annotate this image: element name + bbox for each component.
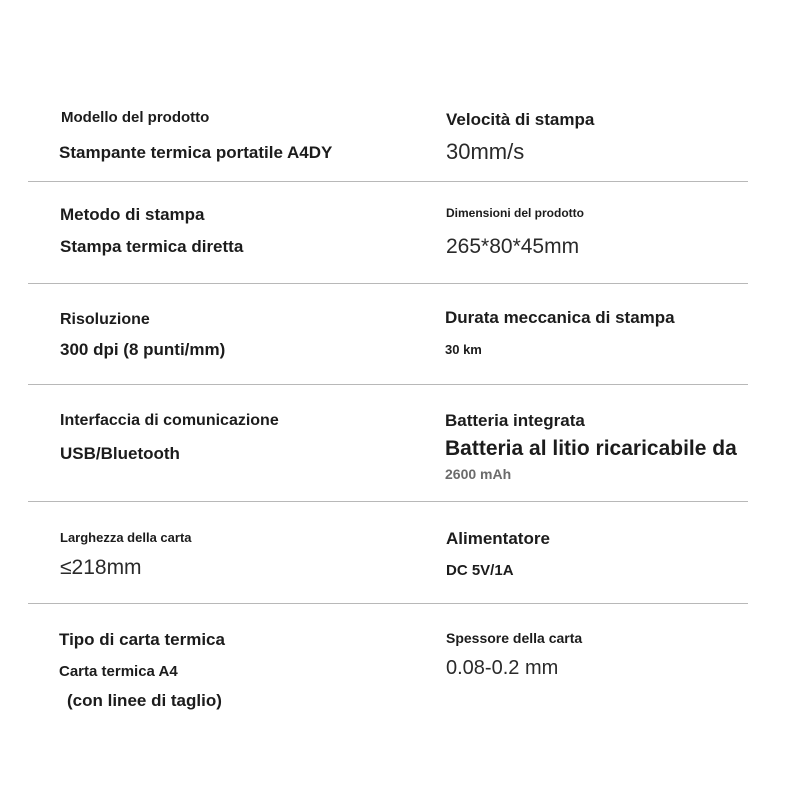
spec-label-spessore: Spessore della carta (446, 630, 583, 646)
spec-value-spessore: 0.08-0.2 mm (446, 657, 559, 679)
spec-value-tipo-carta-note: (con linee di taglio) (67, 691, 222, 710)
spec-value-metodo: Stampa termica diretta (60, 237, 244, 256)
spec-value-durata: 30 km (445, 342, 482, 357)
spec-value-modello: Stampante termica portatile A4DY (59, 143, 333, 162)
row-divider (28, 603, 748, 604)
row-divider (28, 384, 748, 385)
row-divider (28, 181, 748, 182)
spec-label-risoluzione: Risoluzione (60, 311, 150, 328)
spec-value-tipo-carta: Carta termica A4 (59, 663, 178, 680)
row-divider (28, 501, 748, 502)
spec-value-batteria-capacita: 2600 mAh (445, 466, 512, 482)
spec-label-dimensioni: Dimensioni del prodotto (446, 206, 584, 220)
spec-value-batteria: Batteria al litio ricaricabile da (445, 437, 737, 460)
spec-value-interfaccia: USB/Bluetooth (60, 444, 180, 463)
spec-label-tipo-carta: Tipo di carta termica (59, 630, 225, 649)
spec-value-larghezza: ≤218mm (60, 556, 142, 579)
spec-value-velocita: 30mm/s (446, 139, 525, 164)
spec-label-interfaccia: Interfaccia di comunicazione (60, 412, 279, 429)
spec-value-risoluzione: 300 dpi (8 punti/mm) (60, 340, 226, 359)
spec-label-batteria: Batteria integrata (445, 411, 585, 430)
spec-value-dimensioni: 265*80*45mm (446, 235, 580, 258)
spec-label-metodo: Metodo di stampa (60, 205, 205, 224)
spec-label-velocita: Velocità di stampa (446, 110, 595, 129)
spec-label-larghezza: Larghezza della carta (60, 530, 192, 545)
row-divider (28, 283, 748, 284)
spec-label-alimentatore: Alimentatore (446, 529, 550, 548)
spec-label-modello: Modello del prodotto (61, 109, 210, 126)
spec-value-alimentatore: DC 5V/1A (446, 562, 514, 579)
spec-label-durata: Durata meccanica di stampa (445, 308, 675, 327)
